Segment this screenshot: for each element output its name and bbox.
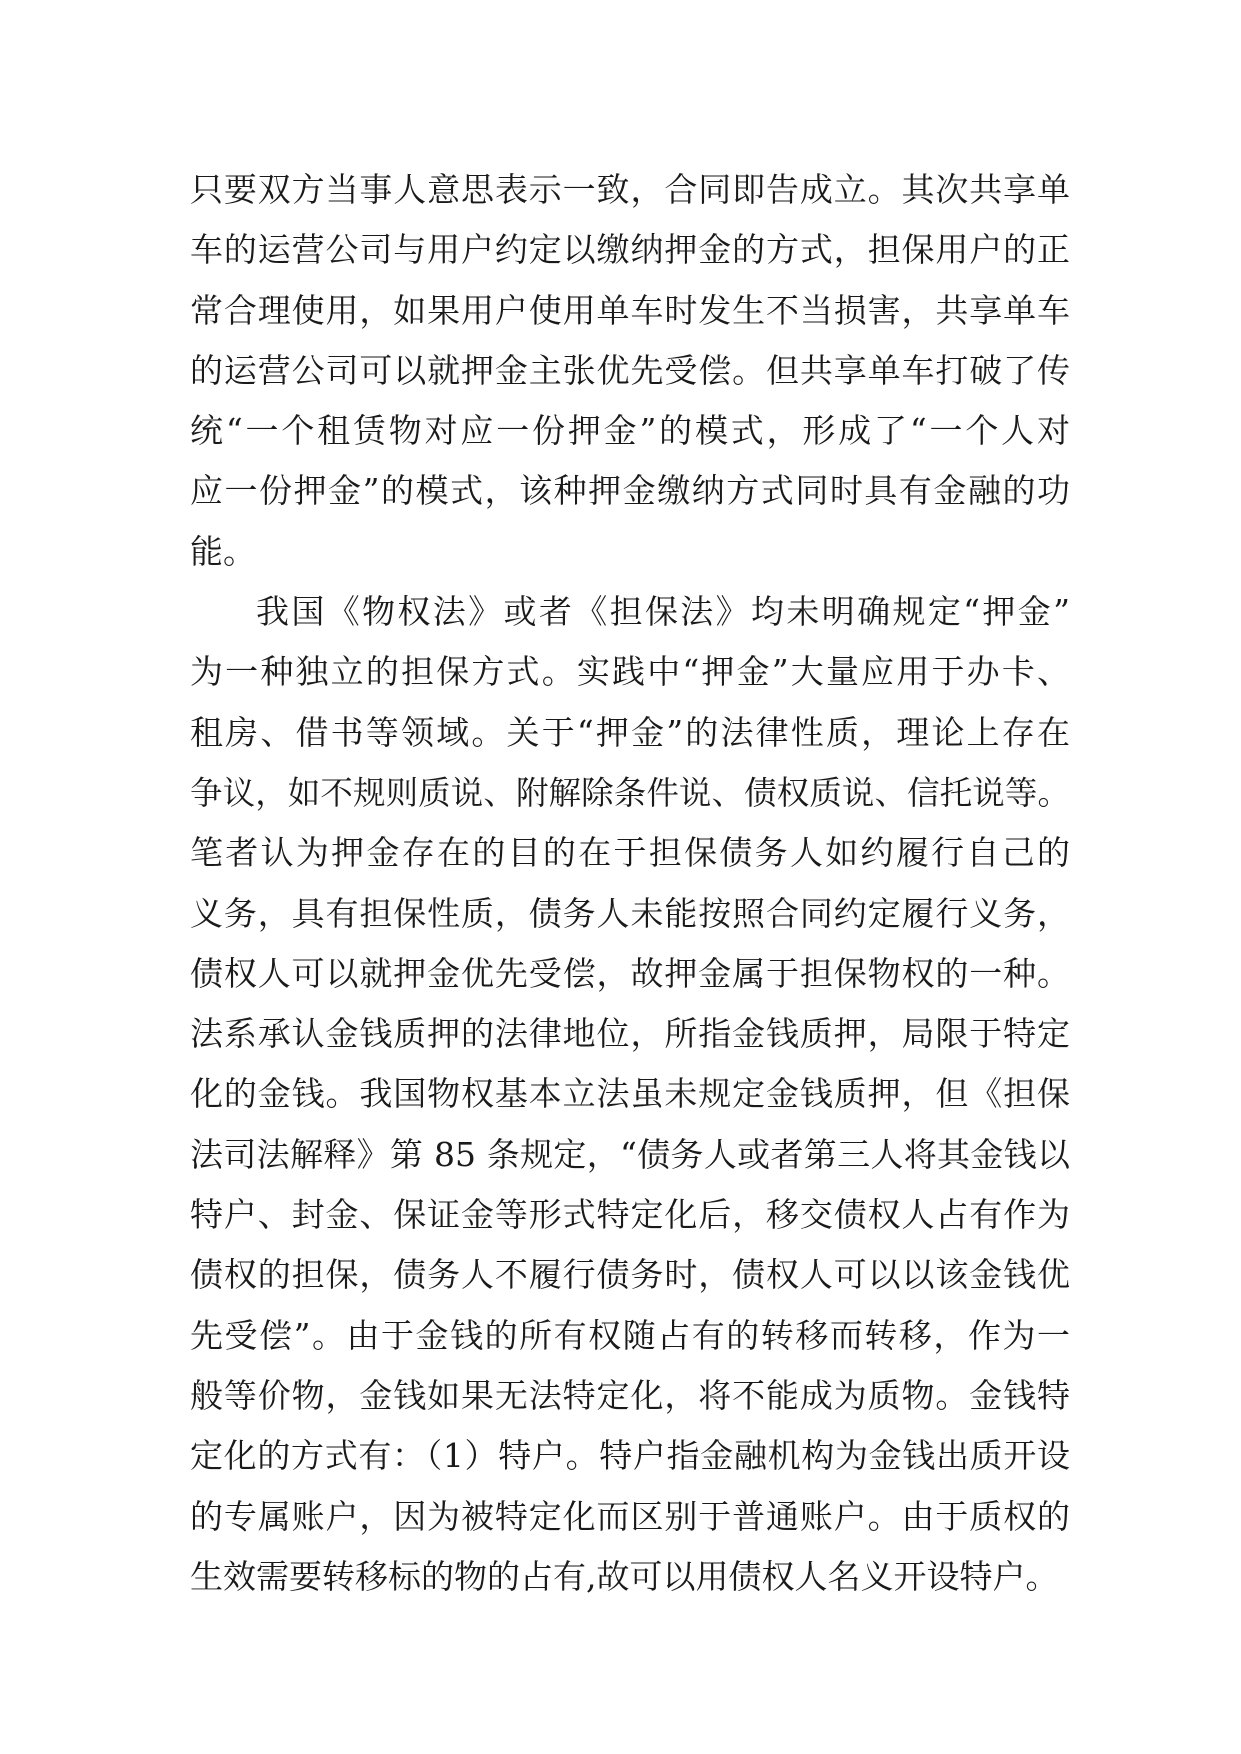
text-line: 生效需要转移标的物的占有,故可以用债权人名义开设特户。 [190,1556,1059,1596]
text-line: 车的运营公司与用户约定以缴纳押金的方式，担保用户的正 [190,230,1070,270]
text-line: 为一种独立的担保方式。实践中“押金”大量应用于办卡、 [190,652,1070,692]
text-line: 统“一个租赁物对应一份押金”的模式，形成了“一个人对 [190,411,1070,451]
text-line: 般等价物，金钱如果无法特定化，将不能成为质物。金钱特 [190,1375,1070,1415]
paragraph-2 [190,582,1070,1607]
text-line: 法系承认金钱质押的法律地位，所指金钱质押，局限于特定 [190,1014,1070,1054]
text-line: 应一份押金”的模式，该种押金缴纳方式同时具有金融的功 [190,471,1070,511]
text-line: 化的金钱。我国物权基本立法虽未规定金钱质押，但《担保 [190,1074,1070,1114]
text-line: 特户、封金、保证金等形式特定化后，移交债权人占有作为 [190,1195,1070,1235]
text-line: 定化的方式有：（1）特户。特户指金融机构为金钱出质开设 [190,1436,1070,1476]
text-line: 的运营公司可以就押金主张优先受偿。但共享单车打破了传 [190,350,1070,390]
text-line: 先受偿”。由于金钱的所有权随占有的转移而转移，作为一 [190,1315,1070,1355]
paragraph-1 [190,160,1070,582]
text-line: 义务，具有担保性质，债务人未能按照合同约定履行义务， [190,893,1070,933]
text-line: 租房、借书等领域。关于“押金”的法律性质，理论上存在 [190,712,1070,752]
text-line: 能。 [190,531,256,571]
text-line: 债权的担保，债务人不履行债务时，债权人可以以该金钱优 [190,1255,1070,1295]
text-line: 我国《物权法》或者《担保法》均未明确规定“押金” [256,592,1070,632]
text-line: 债权人可以就押金优先受偿，故押金属于担保物权的一种。 [190,953,1070,993]
text-line: 法司法解释》第 85 条规定，“债务人或者第三人将其金钱以 [190,1134,1070,1174]
text-line: 只要双方当事人意思表示一致，合同即告成立。其次共享单 [190,170,1070,209]
text-line: 笔者认为押金存在的目的在于担保债务人如约履行自己的 [190,833,1070,873]
text-line: 争议，如不规则质说、附解除条件说、债权质说、信托说等。 [190,773,1070,812]
body-text [190,160,1070,1607]
text-line: 常合理使用，如果用户使用单车时发生不当损害，共享单车 [190,290,1070,330]
text-line: 的专属账户，因为被特定化而区别于普通账户。由于质权的 [190,1496,1070,1536]
